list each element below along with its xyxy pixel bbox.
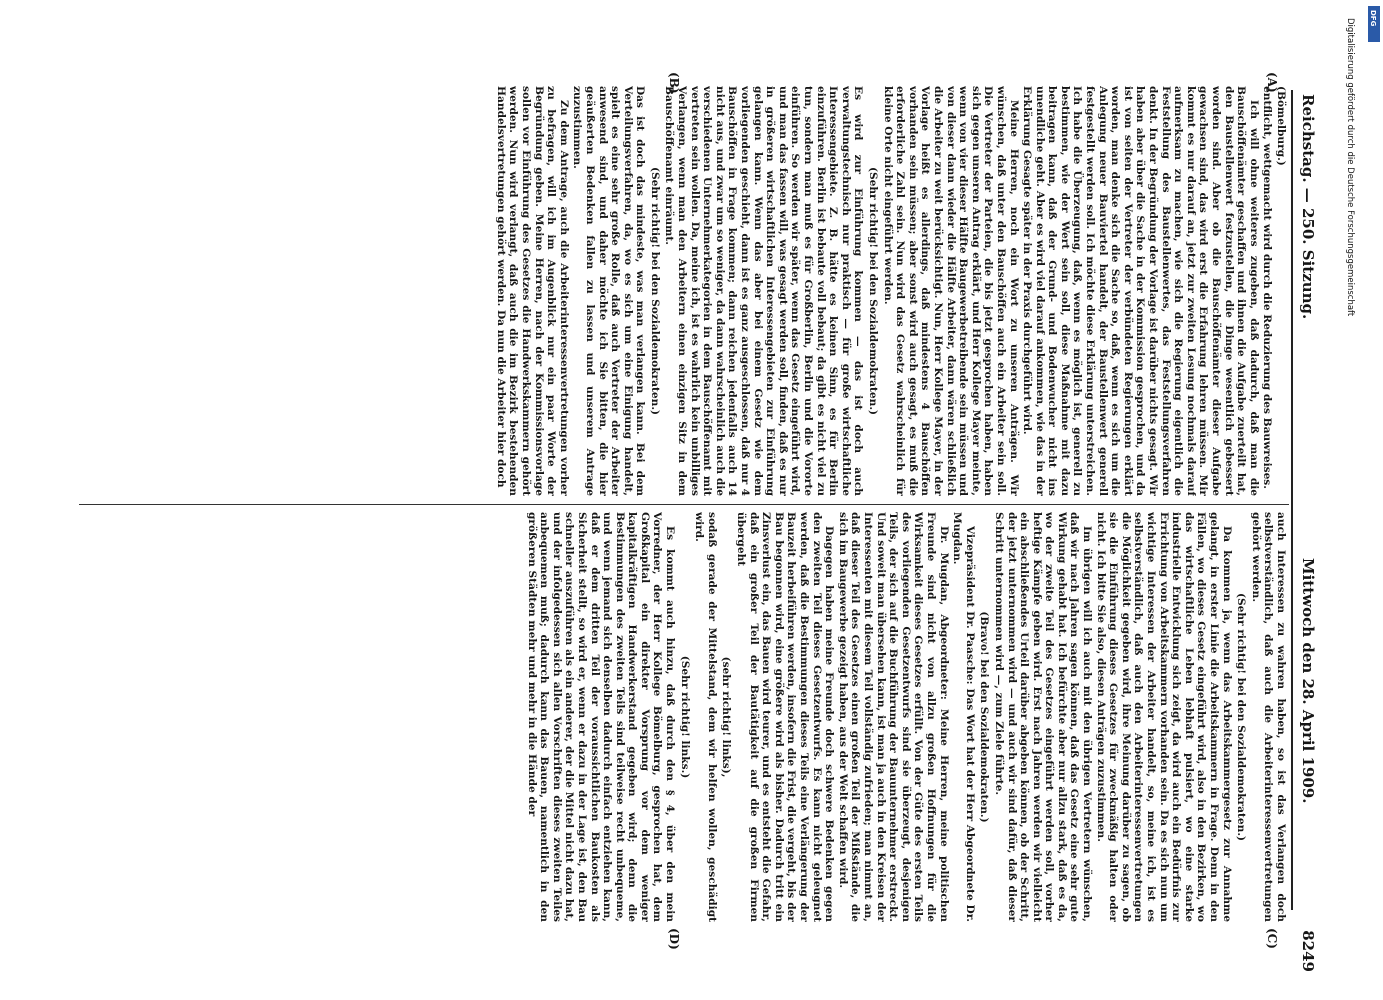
right-column	[87, 512, 1287, 922]
dfg-logo	[1368, 6, 1380, 42]
remark: (Sehr richtig! bei den Sozialdemokraten.)	[867, 166, 879, 416]
page-header	[1293, 20, 1323, 982]
remark: (Bravo! bei den Sozialdemokraten.)	[978, 611, 991, 823]
header-rule	[1291, 90, 1293, 910]
paragraph: Dr. Mugdan, Abgeordneter: Meine Herren, meine politischen Freunde sind nicht von allzu großen Hoffnungen für die Wirksamkeit dieses Gesetzes erfüllt. Von der Güte des ersten Teils des vorliegenden Gesetzentwurfs sind sie überzeugt, desjenigen Teils, der sich auf die Buchführung der Bauunternehmer erstreckt. Und soweit man übersehen kann, ist man ja auch in den Kreisen der Interessenten mit diesem Teil vollständig zufrieden; man nimmt an, daß dieser Teil des Gesetzes einen großen Teil der Mißstände, die sich im Baugewerbe gezeigt haben, aus der Welt schaffen wird.	[836, 512, 950, 922]
remark: (Sehr richtig! bei den Sozialdemokraten.)	[1235, 592, 1248, 842]
column-divider	[79, 504, 1289, 505]
paragraph: sodaß gerade der Mittelstand, dem wir helfen wollen, geschädigt wird.	[693, 512, 718, 922]
header-date: Mittwoch den 28. April 1909.	[1299, 558, 1317, 804]
paragraph: Im übrigen will ich auch mit den übrigen Vertretern wünschen, daß wir nach Jahren sagen können, daß das Gesetz eine sehr gute Wirkung gehabt hat. Ich befürchte aber nur allzu stark, daß es da, wo der zweite Teil des Gesetzes eingeführt werden soll, vorher heftige Kämpfe geben wird. Erst nach Jahren werden wir vielleicht ein abschließendes Urteil darüber abgeben können, ob der Schritt, der jetzt unternommen wird — und auch wir sind dafür, daß dieser Schritt unternommen wird —, zum Ziele führte.	[992, 512, 1094, 922]
margin-marker-a: (A)	[1265, 72, 1279, 93]
paragraph: Meine Herren, noch ein Wort zu unseren Anträgen. Wir wünschen, daß unter den Bauschöffen auch ein Arbeiter sein soll. Die Vertreter der Parteien, die bis jetzt gesprochen haben, haben sich gegen unseren Antrag erklärt, und Herr Kollege Mayer meinte, wenn von vier dieser Hälfte Baugewerbetreibende sein müssen und von dieser dann wieder die Hälfte Arbeiter, dann wären schließlich die Arbeiter zu weit berücksichtigt. Nun, Herr Kollege Mayer, in der Vorlage heißt es allerdings, daß mindestens 4 Bauschöffen vorhanden sein müssen; aber sonst wird auch gesagt, es muß die erforderliche Zahl sein. Nun wird das Gesetz wahrscheinlich für kleine Orte nicht eingeführt werden.	[881, 86, 1020, 496]
page-number: 8249	[1299, 930, 1317, 972]
margin-marker-d: (D)	[667, 928, 681, 950]
funding-note-text: Digitalisierung gefördert durch die Deutsche Forschungsgemeinschaft	[1345, 18, 1355, 317]
paragraph: Zu dem Antrage, auch die Arbeiterinteressenvertretungen vorher zu befragen, will ich im Augenblick nur ein paar Worte der Begründung geben. Meine Herren, nach der Kommissionsvorlage sollen vor Einführung des Gesetzes die Handwerkskammern gehört werden. Nun wird verlangt, daß auch die im Bezirk bestehenden Handelsvertretungen gehört werden. Da nun die Arbeiter hier doch	[494, 86, 570, 496]
paragraph: entflicht, wettgemacht wird durch die Reduzierung des Bauwreises.	[1261, 86, 1274, 489]
dfg-logo-text: DFG	[1369, 10, 1377, 27]
remark: (Sehr richtig! bei den Sozialdemokraten.)	[648, 166, 661, 416]
paragraph: Das ist doch das mindeste, was man verlangen kann. Bei dem Verteilungsverfahren, da, wo es sich um eine Einigung handelt, spielt es eine sehr große Rolle, daß auch Vertreter der Arbeiter anwesend sind, und daher möchte ich Sie bitten, die hier geäußerten Bedenken fallen zu lassen und unserem Antrage zuzustimmen.	[571, 86, 647, 496]
header-left: Reichstag. — 250. Sitzung.	[1299, 94, 1317, 320]
margin-marker-b: (B)	[667, 72, 681, 94]
funding-note	[1343, 18, 1363, 698]
paragraph: Ich will ohne weiteres zugeben, daß dadurch, daß man die Bauschöffenämter geschaffen und ihnen die Aufgabe zuerteilt hat, den Baustellenwert festzustellen, die Dinge wesentlich gebessert worden sind. Aber ob die Bauschöffenämter dieser Aufgabe gewachsen sind, das wird erst die Erfahrung lehren müssen. Mir kommt es nur darauf an, jetzt zur zweiten Lesung nochmals darauf aufmerksam zu machen, wie sich die Regierung eigentlich die Feststellung des Baustellenwertes, das Feststellungsverfahren denkt. In der Begründung der Vorlage ist darüber nichts gesagt. Wir haben aber über die Sache in der Kommission gesprochen, und da ist von seiten der Vertreter der verbündeten Regierungen erklärt worden, man denke sich die Sache so, daß, wenn es sich um die Anlegung neuer Bauviertel handelt, der Baustellenwert generell festgestellt werden soll. Ich möchte diese Erklärung unterstreichen. Ich habe die Überzeugung, daß, wenn es möglich ist, generell zu bestimmen, wie der Wert sein soll, diese Maßnahme mit dazu beitragen kann, daß der Grund- und Bodenwucher nicht ins unendliche geht. Aber es wird viel darauf ankommen, wie das in der Erklärung Gesagte später in der Praxis durchgeführt wird.	[1021, 86, 1260, 496]
remark: (sehr richtig! links),	[720, 656, 733, 778]
paragraph: Da kommen ja, wenn das Arbeitskammergesetz zur Annahme gelangt, in erster Linie die Arbeitskammern in Frage. Denn in den Fällen, wo dieses Gesetz eingeführt wird, also in den Bezirken, wo das wirtschaftliche Leben lebhaft pulsiert, wo eine starke industrielle Entwicklung sich zeigt, da wird auch ein Bedürfnis zur Errichtung von Arbeitskammern vorhanden sein. Da es sich nun um wichtige Interessen der Arbeiter handelt, so, meine ich, ist es selbstverständlich, daß auch den Arbeiterinteressenvertretungen die Möglichkeit gegeben wird, ihre Meinung darüber zu sagen, ob sie die Einführung dieses Gesetzes für zweckmäßig halten oder nicht. Ich bitte Sie also, diesen Anträgen zuzustimmen.	[1094, 512, 1233, 922]
speaker-name: (Bömelburg.)	[1275, 86, 1287, 166]
remark: (Sehr richtig! links.)	[678, 655, 691, 779]
paragraph: auch Interessen zu wahren haben, so ist das Verlangen doch selbstverständlich, daß auch die Arbeiterinteressenvertretungen gehört werden.	[1249, 512, 1287, 922]
paragraph: Es wird zur Einführung kommen — das ist doch auch verwaltungstechnisch nur praktisch — für große wirtschaftliche Interessengebiete. Z. B. hätte es keinen Sinn, es für Berlin einzuführen. Berlin ist bebaute voll bebaut; da gibt es nicht viel zu tun, sondern man muß es für Großberlin, Berlin und die Vororte einführen. So werden wir später, wenn das Gesetz eingeführt wird, und man das fassen will, was gesagt werden soll, finden, daß es nur in größeren wirtschaftlichen Interessengebieten zur Einführung gelangen kann. Wenn das aber bei einem Gesetz wie dem vorliegenden geschieht, dann ist es ganz ausgeschlossen, daß nur 4 Bauschöffen in Frage kommen; dann reichen jedenfalls auch 14 nicht aus, und zwar um so weniger, da dann wahrscheinlich auch die verschiedenen Unternehmerkategorien in dem Bauschöffenamt mit vertreten sein wollen. Da, meine ich, ist es wahrlich kein unbilliges Verlangen, wenn man den Arbeitern einen einzigen Sitz in dem Bauschöffenamt einräumt.	[663, 86, 865, 496]
margin-marker-c: (C)	[1265, 928, 1279, 949]
left-column	[87, 86, 1287, 496]
paragraph: Vizepräsident Dr. Paasche: Das Wort hat der Herr Abgeordnete Dr. Mugdan.	[951, 512, 976, 922]
paragraph: Dagegen haben meine Freunde doch schwere Bedenken gegen den zweiten Teil dieses Gesetzentwurfs. Es kann nicht geleugnet werden, daß die Bestimmungen dieses Teils eine Verlängerung der Bauzeit herbeiführen werden, insofern die Frist, die vergeht, bis der Bau begonnen wird, eine größere wird als bisher. Dadurch tritt ein Zinsverlust ein, das Bauen wird teurer, und es entsteht die Gefahr, daß ein großer Teil der Bautätigkeit auf die großen Firmen übergeht	[735, 512, 836, 922]
paragraph: Es kommt auch hinzu, daß durch den § 4, über den mein Vorredner, der Herr Kollege Bömelburg, gesprochen hat, dem Großkapital ein direkter Vorsprung vor dem weniger kapitalkräftigen Handwerkerstand gegeben wird; denn die Bestimmungen des zweiten Teils sind teilweise recht unbequeme, und wenn jemand sich denselben dadurch einfach entziehen kann, daß er dem dritten Teil der voraussichtlichen Baukosten als Sicherheit stellt, so wird er, wenn er dazu in der Lage ist, den Bau schneller auszuführen als ein anderer, der die Mittel nicht dazu hat, und der infolgedessen sich allen Vorschriften dieses zweiten Teiles anbequemen muß; dadurch kann das Bauen, namentlich in den größeren Städten mehr und mehr in die Hände der	[525, 512, 677, 922]
